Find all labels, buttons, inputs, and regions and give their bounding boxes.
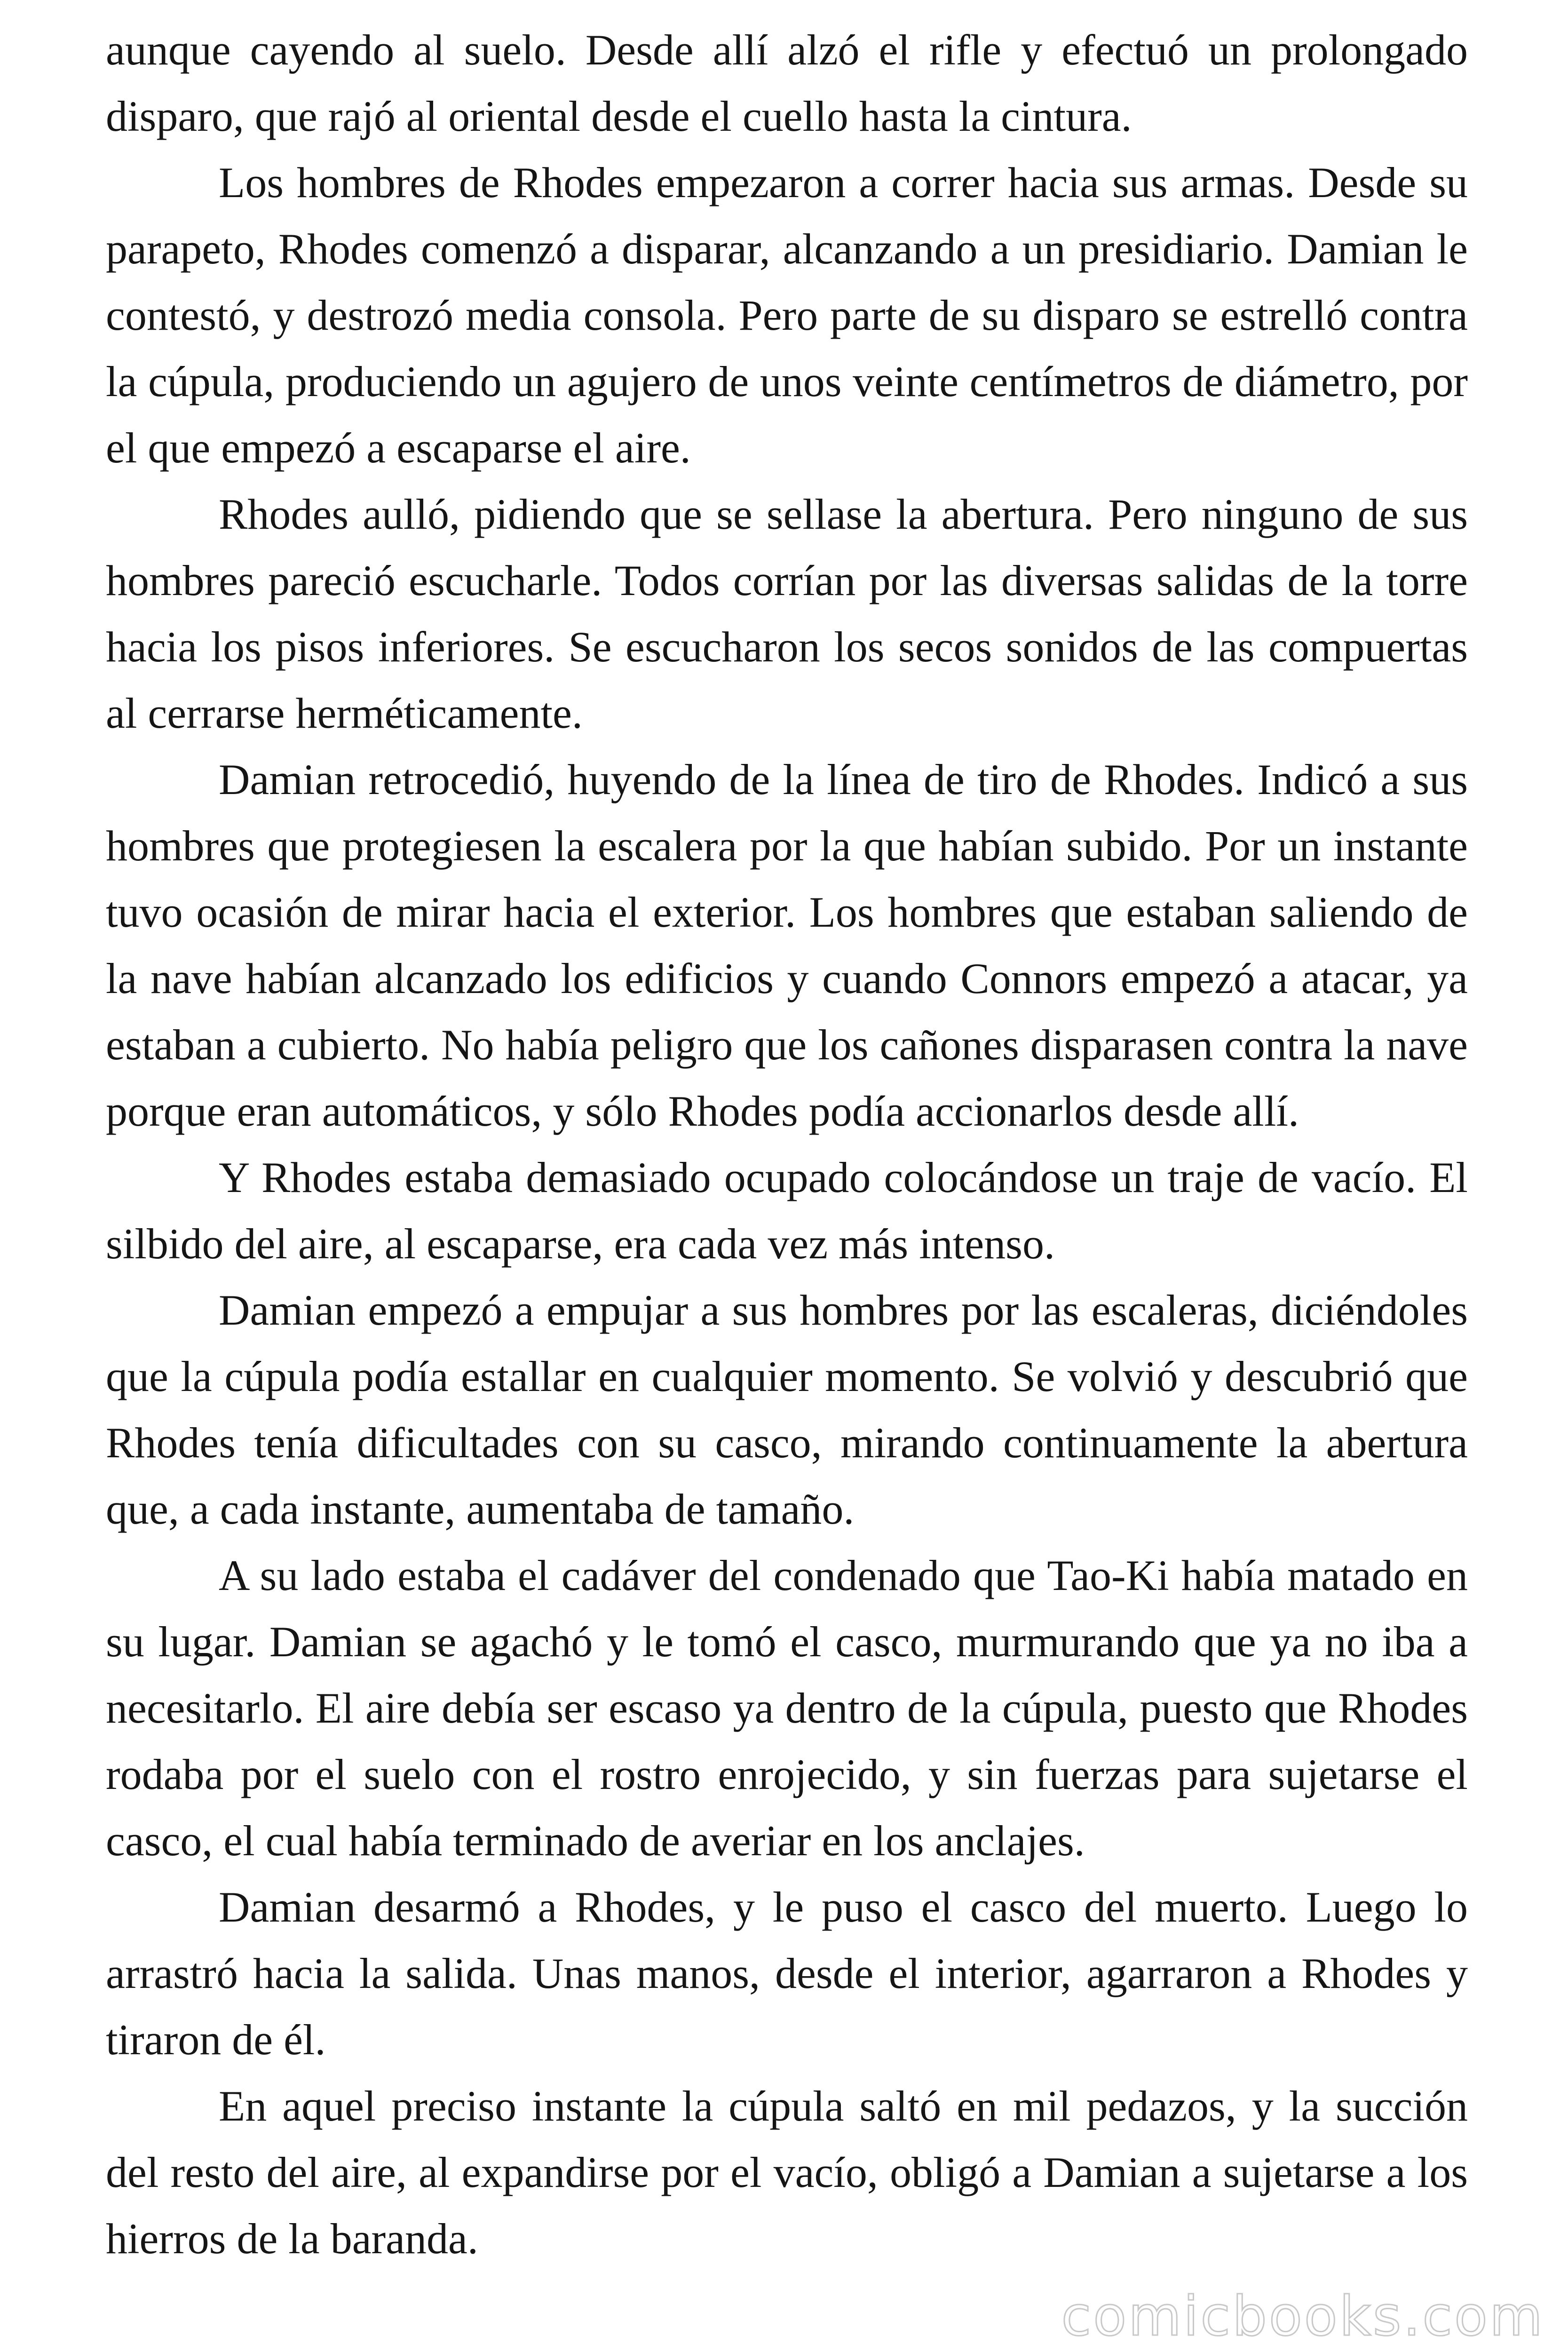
paragraph-6: Damian empezó a empujar a sus hombres por las escaleras, diciéndoles que la cúpula podía estallar en cualquier momento. Se volvió y descubrió que Rhodes tenía dificultades con su casco, mirando continuamente la abertura que, a cada instante, aumentaba de tamaño. bbox=[106, 1286, 1468, 1533]
paragraph-5: Y Rhodes estaba demasiado ocupado colocándose un traje de vacío. El silbido del aire, al escaparse, era cada vez más intenso. bbox=[106, 1153, 1468, 1268]
paragraph-4: Damian retrocedió, huyendo de la línea de tiro de Rhodes. Indicó a sus hombres que protegiesen la escalera por la que habían subido. Por un instante tuvo ocasión de mirar hacia el exterior. Los hombres que estaban saliendo de la nave habían alcanzado los edificios y cuando Connors empezó a atacar, ya estaban a cubierto. No había peligro que los cañones disparasen contra la nave porque eran automáticos, y sólo Rhodes podía accionarlos desde allí. bbox=[106, 755, 1468, 1135]
page-body bbox=[106, 17, 1468, 2272]
paragraph-1: aunque cayendo al suelo. Desde allí alzó el rifle y efectuó un prolongado disparo, que rajó al oriental desde el cuello hasta la cintura. bbox=[106, 26, 1468, 140]
paragraph-3: Rhodes aulló, pidiendo que se sellase la abertura. Pero ninguno de sus hombres pareció escucharle. Todos corrían por las diversas salidas de la torre hacia los pisos inferiores. Se escucharon los secos sonidos de las compuertas al cerrarse herméticamente. bbox=[106, 490, 1468, 737]
paragraph-8: Damian desarmó a Rhodes, y le puso el casco del muerto. Luego lo arrastró hacia la salida. Unas manos, desde el interior, agarraron a Rhodes y tiraron de él. bbox=[106, 1883, 1468, 2064]
paragraph-9: En aquel preciso instante la cúpula saltó en mil pedazos, y la succión del resto del aire, al expandirse por el vacío, obligó a Damian a sujetarse a los hierros de la baranda. bbox=[106, 2082, 1468, 2263]
watermark: comicbooks.com bbox=[1061, 2285, 1544, 2348]
paragraph-7: A su lado estaba el cadáver del condenado que Tao-Ki había matado en su lugar. Damian se agachó y le tomó el casco, murmurando que ya no iba a necesitarlo. El aire debía ser escaso ya dentro de la cúpula, puesto que Rhodes rodaba por el suelo con el rostro enrojecido, y sin fuerzas para sujetarse el casco, el cual había terminado de averiar en los anclajes. bbox=[106, 1551, 1468, 1865]
paragraph-2: Los hombres de Rhodes empezaron a correr hacia sus armas. Desde su parapeto, Rhodes comenzó a disparar, alcanzando a un presidiario. Damian le contestó, y destrozó media consola. Pero parte de su disparo se estrelló contra la cúpula, produciendo un agujero de unos veinte centímetros de diámetro, por el que empezó a escaparse el aire. bbox=[106, 159, 1468, 472]
